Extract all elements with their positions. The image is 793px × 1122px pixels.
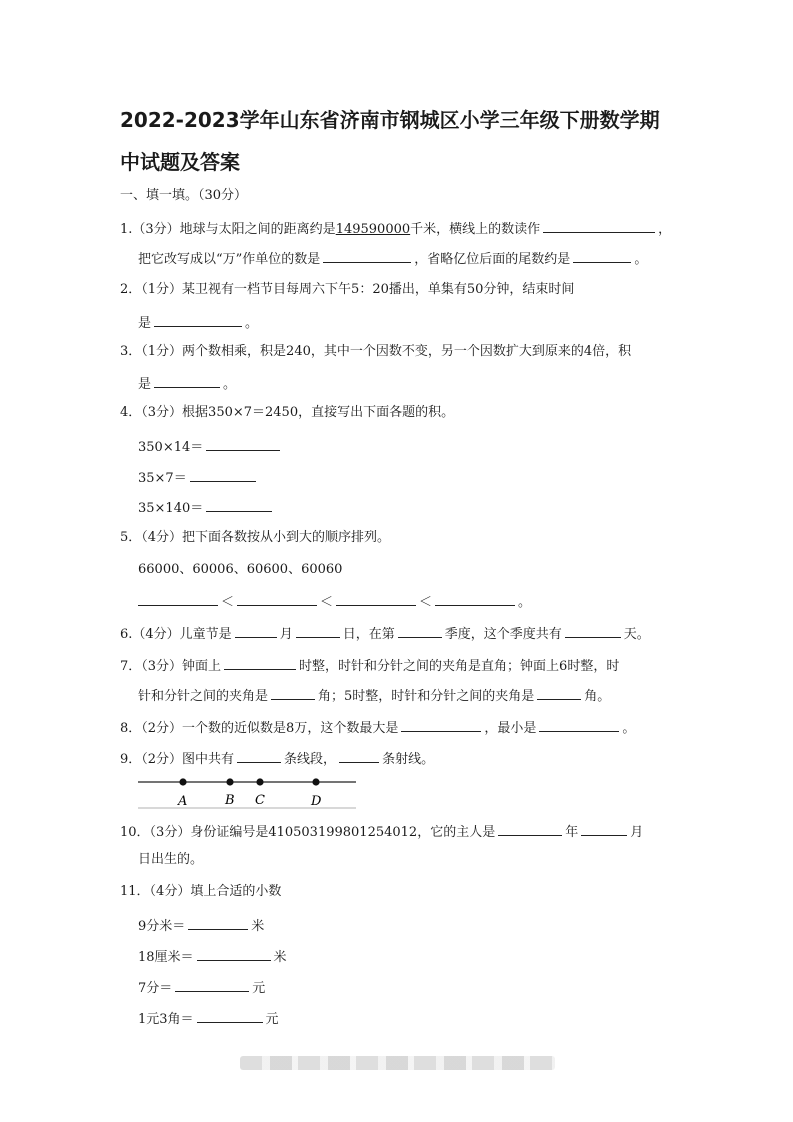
point-label-d: D [311,794,322,809]
question-5-numbers: 66000、60006、60600、60060 [138,562,343,577]
question-5: 5．（4分）把下面各数按从小到大的顺序排列。 [120,530,391,545]
answer-blank[interactable] [581,821,627,836]
distance-number: 149590000 [335,222,411,237]
answer-blank[interactable] [188,915,248,930]
question-4-eq1: 350×14＝ [138,436,283,457]
question-11-eq1: 9分米＝ 米 [138,915,264,936]
answer-blank[interactable] [543,218,655,233]
question-6: 6.（4分）儿童节是 月 日，在第 季度，这个季度共有 天。 [120,623,650,644]
answer-blank[interactable] [237,591,317,606]
answer-blank[interactable] [235,623,277,638]
point-label-c: C [255,793,265,808]
question-11-eq4: 1元3角＝ 元 [138,1008,279,1029]
answer-blank[interactable] [237,748,281,763]
answer-blank[interactable] [498,821,562,836]
question-9: 9．（2分）图中共有 条线段， 条射线。 [120,748,434,769]
question-3: 3．（1分）两个数相乘，积是240，其中一个因数不变，另一个因数扩大到原来的4倍，积 [120,344,632,359]
point-c [256,778,263,785]
answer-blank[interactable] [398,623,442,638]
answer-blank[interactable] [197,946,271,961]
answer-blank[interactable] [401,717,481,732]
answer-blank[interactable] [190,467,256,482]
section-heading: 一、填一填。（30分） [120,188,248,203]
point-b [226,778,233,785]
answer-blank[interactable] [175,977,249,992]
question-1: 1.（3分）地球与太阳之间的距离约是149590000千米，横线上的数读作 ， [120,218,671,239]
answer-blank[interactable] [573,248,631,263]
question-7-cont: 针和分针之间的夹角是 角；5时整，时针和分针之间的夹角是 角。 [138,685,610,706]
question-2-cont: 是 。 [138,312,258,333]
question-4: 4．（3分）根据350×7＝2450，直接写出下面各题的积。 [120,405,455,420]
answer-blank[interactable] [336,591,416,606]
answer-blank[interactable] [154,373,220,388]
answer-blank[interactable] [271,685,315,700]
question-10: 10．（3分）身份证编号是410503199801254012，它的主人是 年 月 [120,821,643,842]
question-5-order: ＜ ＜ ＜ 。 [138,591,531,612]
question-11-eq3: 7分＝ 元 [138,977,265,998]
blurred-watermark [240,1056,555,1070]
answer-blank[interactable] [323,248,411,263]
point-a [179,778,186,785]
point-d [312,778,319,785]
question-11-eq2: 18厘米＝ 米 [138,946,287,967]
question-11: 11．（4分）填上合适的小数 [120,884,282,899]
answer-blank[interactable] [539,717,619,732]
answer-blank[interactable] [296,623,340,638]
line-segment-figure [138,770,358,810]
question-7: 7．（3分）钟面上 时整，时针和分针之间的夹角是直角；钟面上6时整，时 [120,655,619,676]
answer-blank[interactable] [154,312,242,327]
point-label-a: A [178,794,188,809]
page-title-line2: 中试题及答案 [120,150,240,174]
answer-blank[interactable] [206,497,272,512]
answer-blank[interactable] [565,623,621,638]
answer-blank[interactable] [138,591,218,606]
answer-blank[interactable] [435,591,515,606]
question-1-cont: 把它改写成以“万”作单位的数是 ，省略亿位后面的尾数约是 。 [138,248,647,269]
answer-blank[interactable] [537,685,581,700]
answer-blank[interactable] [339,748,379,763]
question-4-eq2: 35×7＝ [138,467,259,488]
question-10-cont: 日出生的。 [138,852,204,867]
question-8: 8．（2分）一个数的近似数是8万，这个数最大是 ，最小是 。 [120,717,635,738]
answer-blank[interactable] [206,436,280,451]
answer-blank[interactable] [197,1008,263,1023]
question-3-cont: 是 。 [138,373,236,394]
answer-blank[interactable] [224,655,296,670]
question-2: 2．（1分）某卫视有一档节目每周六下午5：20播出，单集有50分钟，结束时间 [120,282,575,297]
question-4-eq3: 35×140＝ [138,497,275,518]
page-title: 2022-2023学年山东省济南市钢城区小学三年级下册数学期 [120,108,660,132]
point-label-b: B [225,793,235,808]
